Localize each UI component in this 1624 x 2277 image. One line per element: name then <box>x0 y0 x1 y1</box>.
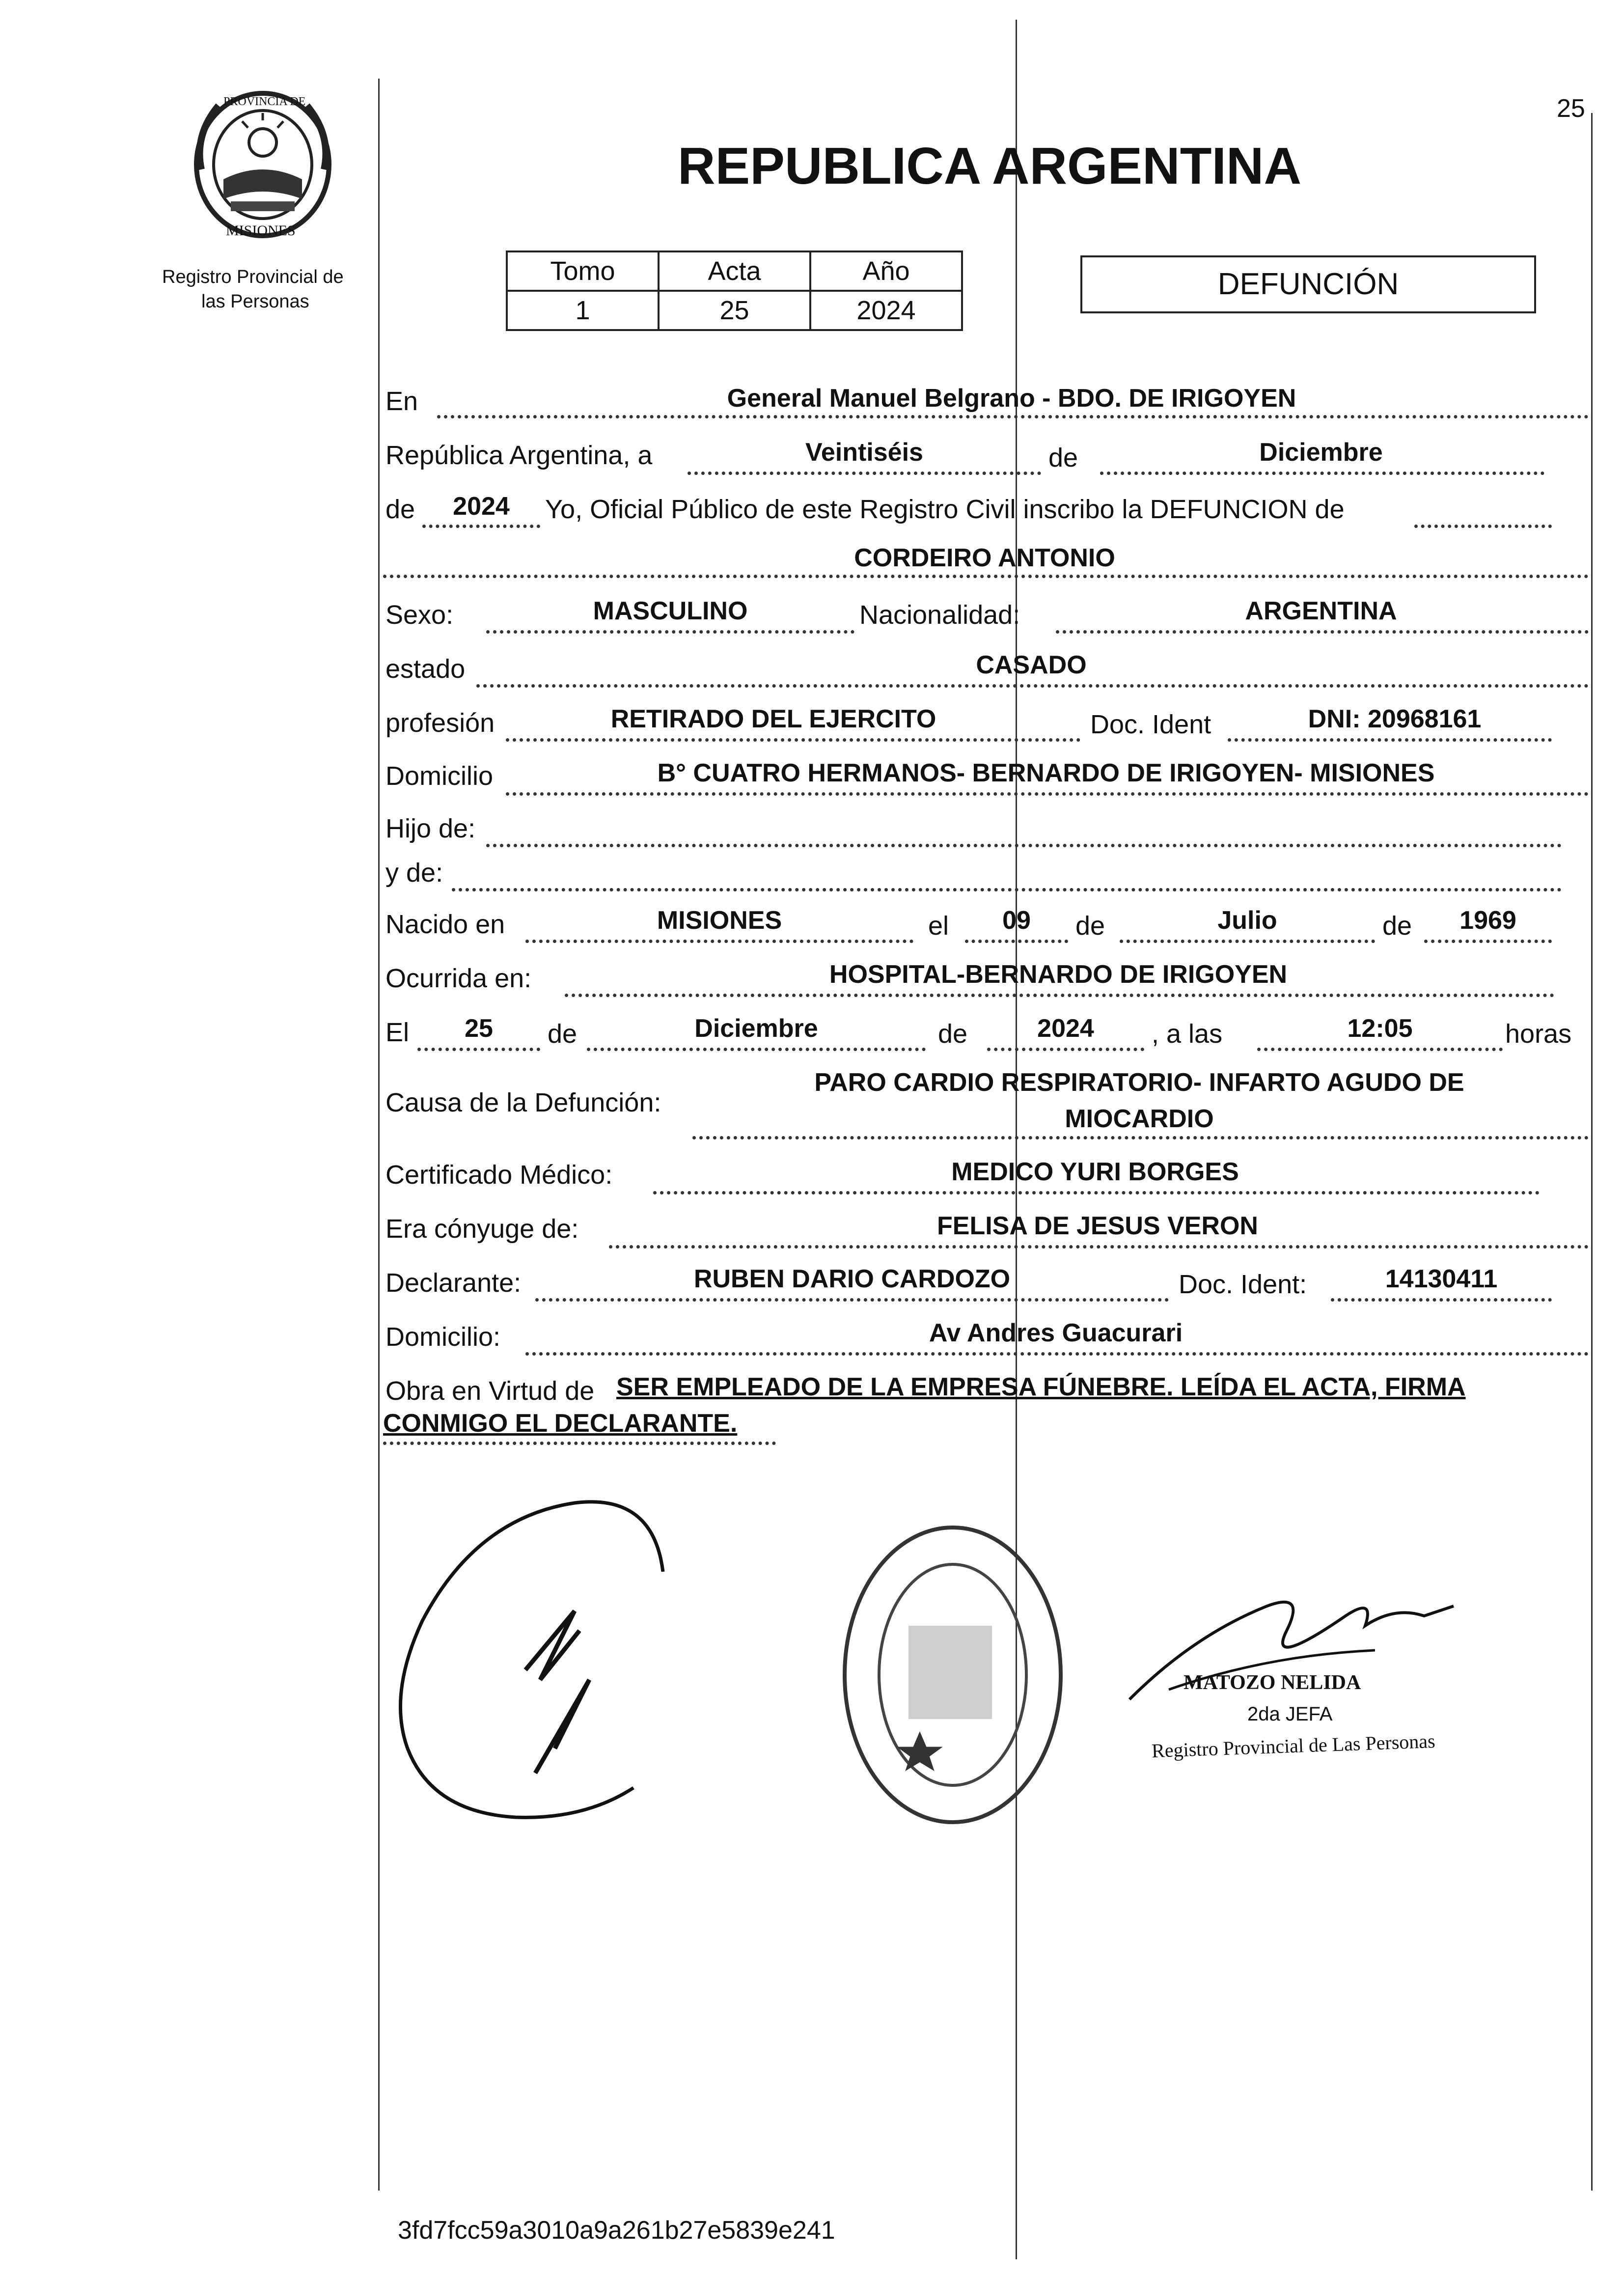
hijo-label: Hijo de: <box>385 814 476 843</box>
conyuge-label: Era cónyuge de: <box>385 1214 579 1244</box>
certificado-label: Certificado Médico: <box>385 1160 613 1190</box>
certificado-value: MEDICO YURI BORGES <box>951 1158 1239 1186</box>
document-title: REPUBLICA ARGENTINA <box>678 137 1302 195</box>
death-month-dots <box>587 1048 926 1051</box>
official-stamp-icon <box>835 1518 1071 1832</box>
official-name: MATOZO NELIDA <box>1184 1671 1361 1694</box>
de5-label: de <box>548 1019 578 1049</box>
death-year: 2024 <box>1037 1014 1094 1043</box>
hijo-dots <box>486 844 1562 847</box>
month-value: Diciembre <box>1259 438 1383 467</box>
causa-line1: PARO CARDIO RESPIRATORIO- INFARTO AGUDO DE <box>814 1068 1464 1097</box>
obra-dots <box>383 1442 776 1445</box>
seal-text-top: PROVINCIA DE <box>223 95 306 108</box>
de3-label: de <box>1075 911 1105 941</box>
de4-label: de <box>1382 911 1412 941</box>
death-day: 25 <box>465 1014 493 1043</box>
tomo-header: Tomo <box>507 251 659 291</box>
birth-month: Julio <box>1217 906 1277 935</box>
conyuge-value: FELISA DE JESUS VERON <box>937 1212 1258 1240</box>
name-dots <box>383 575 1589 578</box>
profesion-dots <box>506 738 1080 742</box>
ocurrida-value: HOSPITAL-BERNARDO DE IRIGOYEN <box>829 960 1288 989</box>
sexo-value: MASCULINO <box>593 597 748 625</box>
el2-label: El <box>385 1018 410 1047</box>
alas-label: , a las <box>1152 1019 1223 1049</box>
sexo-dots <box>486 630 854 634</box>
deceased-name: CORDEIRO ANTONIO <box>854 544 1115 572</box>
day-dots <box>688 472 1041 475</box>
birth-day-dots <box>965 940 1068 943</box>
estado-dots <box>476 684 1589 688</box>
oficial-text: Yo, Oficial Público de este Registro Civil inscribo la DEFUNCION de <box>545 495 1345 524</box>
doc-label: Doc. Ident <box>1090 710 1211 739</box>
birth-year-dots <box>1424 940 1552 943</box>
acta-value: 25 <box>659 291 810 330</box>
domicilio-dots <box>506 792 1589 796</box>
causa-line2: MIOCARDIO <box>1065 1105 1214 1133</box>
oficial-dots <box>1414 525 1552 528</box>
certificado-dots <box>653 1191 1540 1194</box>
ocurrida-label: Ocurrida en: <box>385 964 532 993</box>
birth-month-dots <box>1120 940 1375 943</box>
sexo-label: Sexo: <box>385 600 454 630</box>
en-label: En <box>385 387 418 416</box>
doc2-value: 14130411 <box>1385 1265 1498 1293</box>
en-value: General Manuel Belgrano - BDO. DE IRIGOYEN <box>727 384 1296 413</box>
death-month: Diciembre <box>694 1014 818 1043</box>
official-signature-icon <box>1120 1577 1463 1724</box>
nacido-value: MISIONES <box>657 906 782 935</box>
doc2-label: Doc. Ident: <box>1179 1270 1307 1299</box>
causa-dots <box>692 1136 1589 1139</box>
causa-label: Causa de la Defunción: <box>385 1088 661 1117</box>
registry-name-line2: las Personas <box>201 291 309 312</box>
domicilio2-value: Av Andres Guacurari <box>929 1319 1183 1347</box>
obra-line1: SER EMPLEADO DE LA EMPRESA FÚNEBRE. LEÍDA EL ACTA, FIRMA <box>616 1373 1466 1401</box>
de6-label: de <box>938 1019 968 1049</box>
conyuge-dots <box>609 1245 1589 1249</box>
ano-header: Año <box>810 251 962 291</box>
declarante-value: RUBEN DARIO CARDOZO <box>693 1265 1011 1293</box>
seal-text-bottom: MISIONES <box>226 222 296 239</box>
de2-label: de <box>385 495 415 524</box>
death-time: 12:05 <box>1347 1014 1413 1043</box>
declarante-dots <box>535 1298 1169 1302</box>
en-dots <box>437 415 1589 418</box>
estado-label: estado <box>385 654 466 684</box>
domicilio-label: Domicilio <box>385 761 494 791</box>
official-role: 2da JEFA <box>1247 1703 1333 1725</box>
doc-value: DNI: 20968161 <box>1308 705 1482 733</box>
footer-hash: 3fd7fcc59a3010a9a261b27e5839e241 <box>398 2216 835 2245</box>
nacido-dots <box>525 940 913 943</box>
de1-label: de <box>1048 443 1078 472</box>
birth-day: 09 <box>1002 906 1031 935</box>
registry-name-line1: Registro Provincial de <box>162 267 344 287</box>
profesion-label: profesión <box>385 708 495 738</box>
center-fold-line <box>1016 20 1017 2259</box>
ano-value: 2024 <box>810 291 962 330</box>
day-value: Veintiséis <box>805 438 923 467</box>
ocurrida-dots <box>565 994 1554 997</box>
death-day-dots <box>417 1048 540 1051</box>
declarante-label: Declarante: <box>385 1268 522 1298</box>
nacionalidad-label: Nacionalidad: <box>859 600 1020 630</box>
month-dots <box>1100 472 1544 475</box>
horas-label: horas <box>1505 1019 1572 1049</box>
nacionalidad-dots <box>1056 630 1589 634</box>
year-dots <box>422 525 540 528</box>
declarant-signature-icon <box>378 1473 732 1837</box>
doc-dots <box>1228 738 1552 742</box>
obra-line2: CONMIGO EL DECLARANTE. <box>383 1409 738 1438</box>
death-time-dots <box>1257 1048 1503 1051</box>
estado-value: CASADO <box>976 651 1087 679</box>
acta-header: Acta <box>659 251 810 291</box>
birth-year: 1969 <box>1459 906 1516 935</box>
republica-label: República Argentina, a <box>385 441 653 470</box>
left-border-line <box>378 79 380 2191</box>
domicilio-value: B° CUATRO HERMANOS- BERNARDO DE IRIGOYEN- MISIONES <box>657 759 1435 787</box>
profesion-value: RETIRADO DEL EJERCITO <box>610 705 936 733</box>
doc2-dots <box>1331 1298 1552 1302</box>
yde-label: y de: <box>385 858 443 888</box>
official-office: Registro Provincial de Las Personas <box>1151 1729 1436 1762</box>
tomo-value: 1 <box>507 291 659 330</box>
page-number: 25 <box>1557 94 1585 123</box>
el-label: el <box>928 911 949 941</box>
year-value: 2024 <box>453 492 510 521</box>
yde-dots <box>452 888 1562 891</box>
obra-label: Obra en Virtud de <box>385 1376 595 1406</box>
right-border-line <box>1591 113 1593 2191</box>
nacido-label: Nacido en <box>385 910 505 939</box>
record-type-box: DEFUNCIÓN <box>1080 255 1536 313</box>
domicilio2-label: Domicilio: <box>385 1322 501 1352</box>
death-year-dots <box>987 1048 1144 1051</box>
domicilio2-dots <box>525 1352 1589 1356</box>
nacionalidad-value: ARGENTINA <box>1245 597 1397 625</box>
record-number-table <box>506 250 963 331</box>
